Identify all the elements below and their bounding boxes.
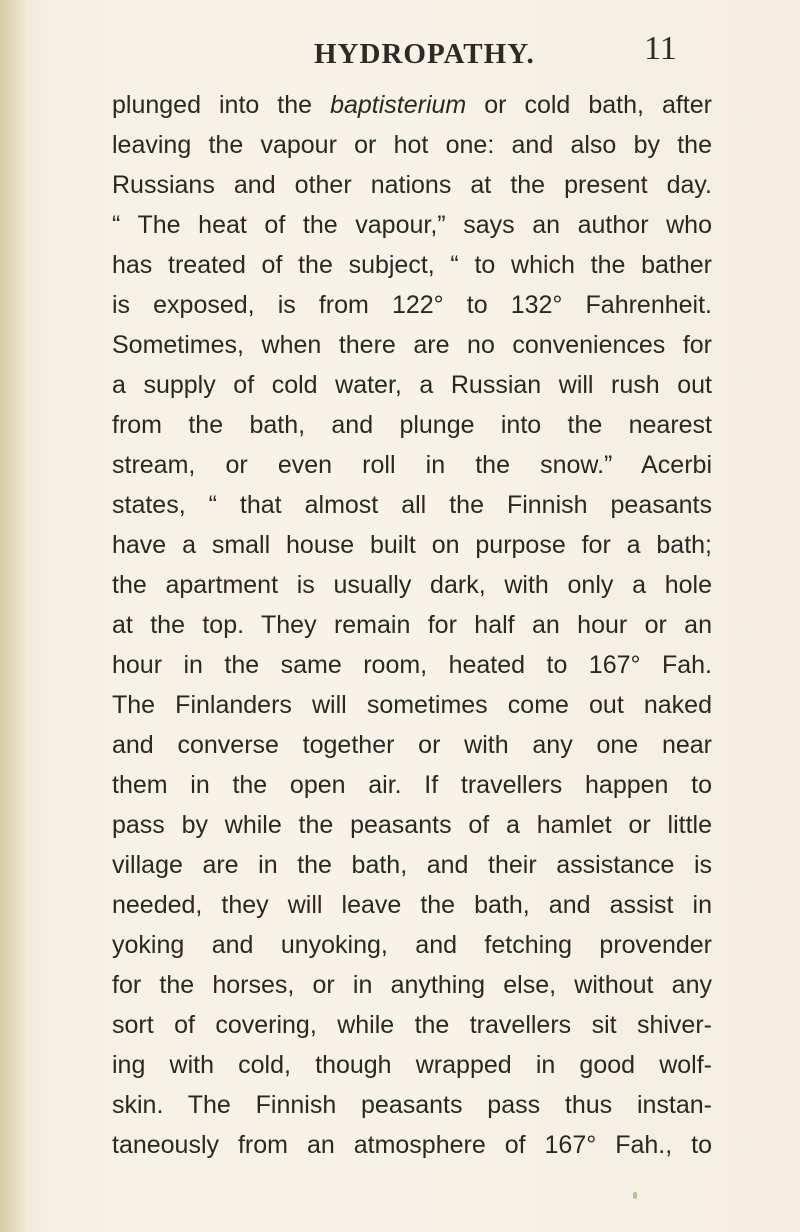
text-line: Russians and other nations at the present day. — [112, 171, 712, 199]
text-line: them in the open air. If travellers happen to — [112, 771, 712, 799]
text-line: is exposed, is from 122° to 132° Fahrenheit. — [112, 291, 712, 319]
text-line: needed, they will leave the bath, and assist in — [112, 891, 712, 919]
text-line: stream, or even roll in the snow.” Acerbi — [112, 451, 712, 479]
text-line: a supply of cold water, a Russian will rush out — [112, 371, 712, 399]
text-line: skin. The Finnish peasants pass thus instan- — [112, 1091, 712, 1119]
text-line: have a small house built on purpose for a bath; — [112, 531, 712, 559]
latin-term: baptisterium — [330, 91, 467, 119]
text-line: for the horses, or in anything else, without any — [112, 971, 712, 999]
text-line: states, “ that almost all the Finnish peasants — [112, 491, 712, 519]
page-header — [0, 28, 800, 78]
text-line: the apartment is usually dark, with only a hole — [112, 571, 712, 599]
running-head: HYDROPATHY. — [314, 38, 535, 70]
text-line: plunged into the baptisterium or cold bath, after — [112, 91, 712, 119]
text-line: leaving the vapour or hot one: and also by the — [112, 131, 712, 159]
text-line: Sometimes, when there are no conveniences for — [112, 331, 712, 359]
text-line: hour in the same room, heated to 167° Fah. — [112, 651, 712, 679]
text-line: village are in the bath, and their assistance is — [112, 851, 712, 879]
text-line: from the bath, and plunge into the nearest — [112, 411, 712, 439]
page-number: 11 — [644, 30, 677, 67]
text-line: at the top. They remain for half an hour or an — [112, 611, 712, 639]
text-line: has treated of the subject, “ to which the bather — [112, 251, 712, 279]
gutter-shadow — [0, 0, 28, 1232]
paper-fleck — [633, 1192, 637, 1199]
text-line: pass by while the peasants of a hamlet or little — [112, 811, 712, 839]
text-line: and converse together or with any one near — [112, 731, 712, 759]
text-line: The Finlanders will sometimes come out naked — [112, 691, 712, 719]
text-line: “ The heat of the vapour,” says an author who — [112, 211, 712, 239]
text-line: ing with cold, though wrapped in good wolf- — [112, 1051, 712, 1079]
text-line: yoking and unyoking, and fetching provender — [112, 931, 712, 959]
body-text — [112, 85, 712, 1165]
text-line: taneously from an atmosphere of 167° Fah., to — [112, 1131, 712, 1159]
text-line: sort of covering, while the travellers sit shiver- — [112, 1011, 712, 1039]
